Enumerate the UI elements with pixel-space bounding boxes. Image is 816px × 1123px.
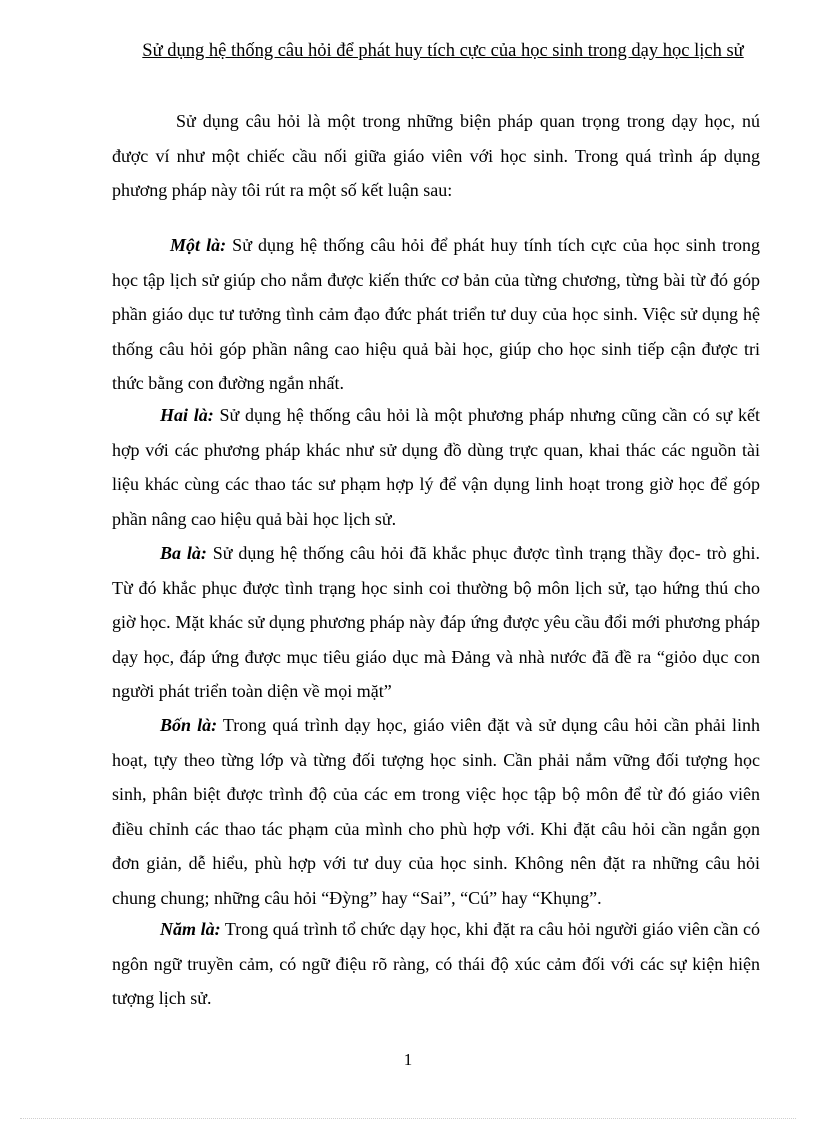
paragraph-lead: Hai là: — [160, 405, 214, 425]
paragraph-ba-la — [112, 536, 760, 709]
paragraph-nam-la — [112, 912, 760, 1016]
paragraph-text: Trong quá trình tổ chức dạy học, khi đặt ra câu hỏi người giáo viên cần có ngôn ngữ truyền cảm, có ngữ điệu rõ ràng, có thái độ xúc cảm đối với các sự kiện hiện tượng lịch sử. — [112, 919, 760, 1008]
paragraph-lead: Ba là: — [160, 543, 207, 563]
paragraph-text: Sử dụng câu hỏi là một trong những biện pháp quan trọng trong dạy học, nú được ví như một chiếc cầu nối giữa giáo viên với học sinh. Trong quá trình áp dụng phương pháp này tôi rút ra một số kết luận sau: — [112, 111, 760, 200]
paragraph-lead: Năm là: — [160, 919, 221, 939]
page-number: 1 — [403, 1050, 413, 1069]
paragraph-mot-la — [112, 228, 760, 401]
document-title: Sử dụng hệ thống câu hỏi để phát huy tích cực của học sinh trong dạy học lịch sử — [142, 41, 744, 61]
paragraph-bon-la — [112, 708, 760, 915]
paragraph-text: Sử dụng hệ thống câu hỏi đã khắc phục được tình trạng thầy đọc- trò ghi. Từ đó khắc phục được tình trạng học sinh coi thường bộ môn lịch sử, tạo hứng thú cho giờ học. Mặt khác sử dụng phương pháp này đáp ứng được yêu cầu đổi mới phương pháp dạy học, đáp ứng được mục tiêu giáo dục mà Đảng và nhà nước đã đề ra “giỏo dục con người phát triển toàn diện về mọi mặt” — [112, 543, 760, 701]
paragraph-text: Sử dụng hệ thống câu hỏi là một phương pháp nhưng cũng cần có sự kết hợp với các phương pháp khác như sử dụng đồ dùng trực quan, khai thác các nguồn tài liệu khác cùng các thao tác sư phạm hợp lý để vận dụng linh hoạt trong giờ học để góp phần nâng cao hiệu quả bài học lịch sử. — [112, 405, 760, 529]
paragraph-lead: Một là: — [170, 235, 227, 255]
intro-paragraph — [112, 104, 760, 208]
paragraph-text: Trong quá trình dạy học, giáo viên đặt và sử dụng câu hỏi cần phải linh hoạt, tựy theo từng lớp và từng đối tượng học sinh. Cần phải nắm vững đối tượng học sinh, phân biệt được trình độ của các em trong việc học tập bộ môn để từ đó giáo viên điều chỉnh các thao tác phạm của mình cho phù hợp với. Khi đặt câu hỏi cần ngắn gọn đơn giản, dễ hiểu, phù hợp với tư duy của học sinh. Không nên đặt ra những câu hỏi chung chung; những câu hỏi “Đỳng” hay “Sai”, “Cú” hay “Khụng”. — [112, 715, 760, 908]
page-bottom-divider — [20, 1118, 796, 1119]
paragraph-hai-la — [112, 398, 760, 536]
paragraph-text: Sử dụng hệ thống câu hỏi để phát huy tính tích cực của học sinh trong học tập lịch sử giúp cho nắm được kiến thức cơ bản của từng chương, từng bài từ đó góp phần giáo dục tư tưởng tình cảm đạo đức phát triển tư duy của học sinh. Việc sử dụng hệ thống câu hỏi góp phần nâng cao hiệu quả bài học, giúp cho học sinh tiếp cận được tri thức bằng con đường ngắn nhất. — [112, 235, 760, 393]
paragraph-lead: Bốn là: — [160, 715, 218, 735]
